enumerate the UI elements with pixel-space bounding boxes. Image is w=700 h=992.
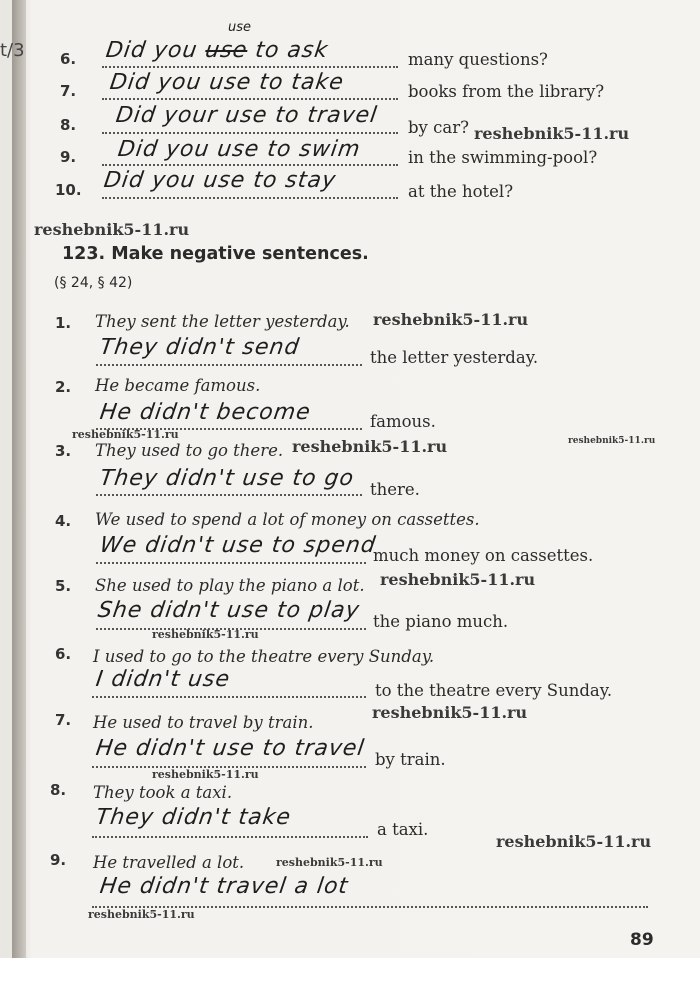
prompt-sentence: We used to spend a lot of money on cassettes. — [95, 510, 480, 529]
page-number: 89 — [630, 930, 654, 950]
watermark: reshebnik5-11.ru — [152, 628, 259, 641]
sentence-tail: the piano much. — [373, 612, 509, 631]
watermark: reshebnik5-11.ru — [372, 703, 528, 722]
sentence-tail: by train. — [375, 750, 446, 769]
book-spine — [12, 0, 26, 958]
answer-line — [102, 98, 398, 100]
sentence-tail: a taxi. — [377, 820, 429, 839]
sentence-tail: much money on cassettes. — [373, 546, 594, 565]
watermark: reshebnik5-11.ru — [373, 310, 529, 329]
prompt-sentence: I used to go to the theatre every Sunday. — [93, 647, 435, 666]
sentence-tail: in the swimming-pool? — [408, 148, 598, 167]
handwritten-answer: He didn't travel a lot — [98, 874, 350, 899]
handwritten-answer: They didn't take — [94, 805, 293, 830]
answer-line — [102, 66, 398, 68]
item-number: 9. — [60, 148, 77, 166]
watermark: reshebnik5-11.ru — [276, 856, 383, 869]
sentence-tail: by car? — [408, 118, 469, 137]
sentence-tail: to the theatre every Sunday. — [375, 681, 613, 700]
item-number: 6. — [60, 50, 77, 68]
grammar-reference: (§ 24, § 42) — [54, 275, 133, 291]
handwritten-answer: I didn't use — [94, 667, 232, 692]
item-number: 2. — [55, 378, 72, 396]
handwritten-answer: He didn't use to travel — [94, 736, 367, 761]
item-number: 8. — [60, 116, 77, 134]
watermark: reshebnik5-11.ru — [152, 768, 259, 781]
sentence-tail: books from the library? — [408, 82, 605, 101]
sentence-tail: famous. — [370, 412, 436, 431]
bottom-margin — [0, 958, 700, 992]
handwritten-correction: use — [228, 20, 252, 35]
handwritten-answer: She didn't use to play — [96, 598, 362, 623]
watermark: reshebnik5-11.ru — [88, 908, 195, 921]
item-number: 5. — [55, 577, 72, 595]
exercise-title: 123. Make negative sentences. — [62, 244, 369, 264]
item-number: 1. — [55, 314, 72, 332]
watermark: reshebnik5-11.ru — [380, 570, 536, 589]
prompt-sentence: He travelled a lot. — [93, 853, 245, 872]
handwritten-answer: Did you use to stay — [102, 168, 338, 193]
handwritten-answer: Did you use to take — [108, 70, 346, 95]
watermark: reshebnik5-11.ru — [34, 220, 190, 239]
prompt-sentence: They took a taxi. — [93, 783, 233, 802]
margin-mark: t/3 — [0, 40, 25, 61]
item-number: 4. — [55, 512, 72, 530]
handwritten-answer: He didn't become — [98, 400, 313, 425]
watermark: reshebnik5-11.ru — [72, 428, 179, 441]
answer-line — [102, 132, 398, 134]
prompt-sentence: He used to travel by train. — [93, 713, 314, 732]
watermark: reshebnik5-11.ru — [568, 436, 656, 446]
item-number: 3. — [55, 442, 72, 460]
watermark: reshebnik5-11.ru — [474, 124, 630, 143]
sentence-tail: many questions? — [408, 50, 548, 69]
item-number: 8. — [50, 781, 67, 799]
prompt-sentence: She used to play the piano a lot. — [95, 576, 365, 595]
prompt-sentence: He became famous. — [95, 376, 261, 395]
answer-line — [96, 562, 366, 564]
handwritten-answer: They didn't send — [98, 335, 302, 360]
item-number: 6. — [55, 645, 72, 663]
answer-line — [102, 164, 398, 166]
item-number: 9. — [50, 851, 67, 869]
item-number: 10. — [55, 181, 82, 199]
item-number: 7. — [55, 711, 72, 729]
sentence-tail: the letter yesterday. — [370, 348, 539, 367]
prompt-sentence: They used to go there. — [95, 441, 284, 460]
handwritten-answer: Did you use to ask — [104, 38, 330, 63]
answer-line — [92, 836, 368, 838]
watermark: reshebnik5-11.ru — [292, 437, 448, 456]
handwritten-answer: Did your use to travel — [114, 103, 380, 128]
watermark: reshebnik5-11.ru — [496, 832, 652, 851]
answer-line — [102, 197, 398, 199]
handwritten-answer: We didn't use to spend — [98, 533, 378, 558]
answer-line — [96, 364, 362, 366]
sentence-tail: at the hotel? — [408, 182, 514, 201]
item-number: 7. — [60, 82, 77, 100]
handwritten-answer: Did you use to swim — [116, 137, 363, 162]
handwritten-answer: They didn't use to go — [98, 466, 356, 491]
answer-line — [92, 696, 366, 698]
answer-line — [96, 494, 362, 496]
prompt-sentence: They sent the letter yesterday. — [95, 312, 350, 331]
sentence-tail: there. — [370, 480, 420, 499]
